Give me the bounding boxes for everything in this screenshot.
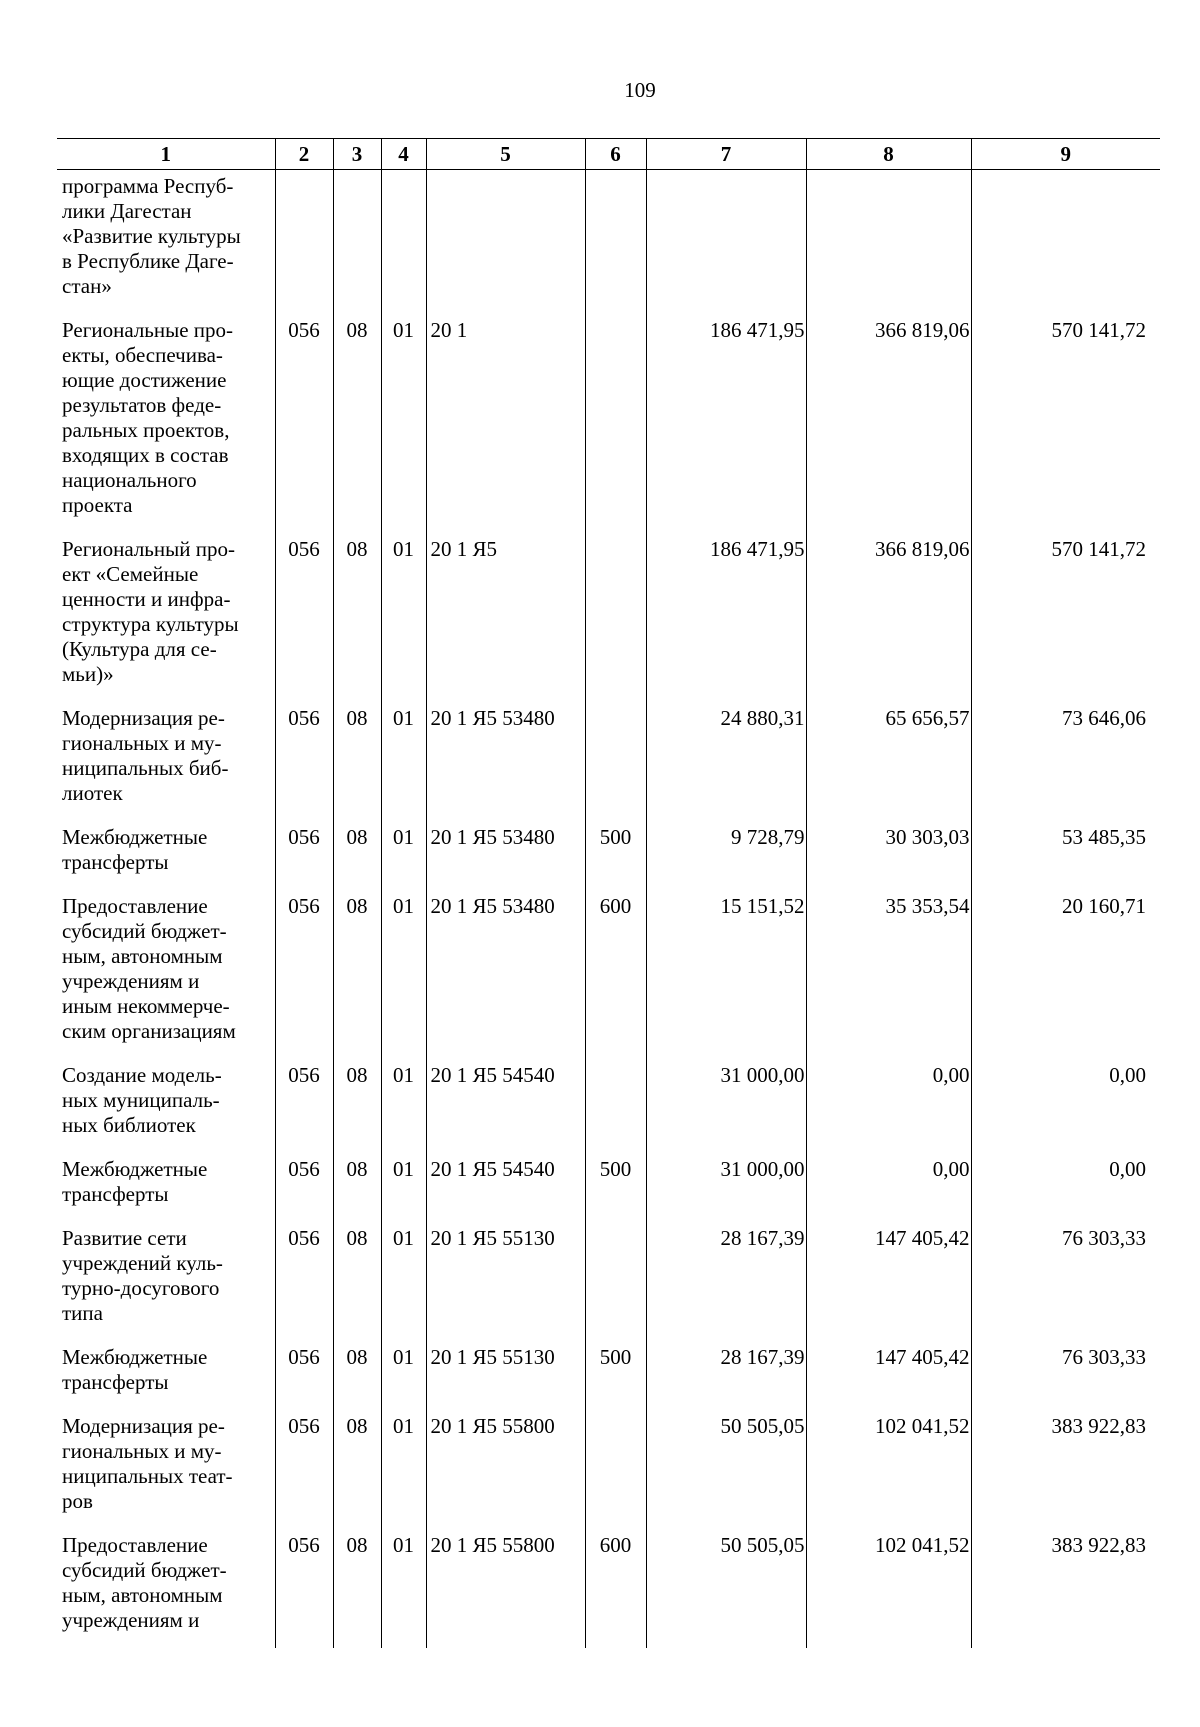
- subsection-code: 01: [381, 1341, 426, 1410]
- description-line: проекта: [62, 493, 133, 517]
- column-header-9: 9: [971, 139, 1160, 170]
- description-line: трансферты: [62, 1370, 169, 1394]
- amount-col-8: 65 656,57: [806, 702, 971, 821]
- amount-col-8: 147 405,42: [806, 1222, 971, 1341]
- description-line: иным некоммерче-: [62, 994, 230, 1018]
- row-description: [57, 821, 275, 890]
- section-code: 08: [333, 314, 381, 533]
- amount-col-9: [971, 170, 1160, 315]
- expense-type-code: [585, 1222, 646, 1341]
- row-description: [57, 1153, 275, 1222]
- table-row: [57, 314, 1160, 533]
- amount-col-9: 0,00: [971, 1059, 1160, 1153]
- amount-col-7: 50 505,05: [646, 1529, 806, 1648]
- ministry-code: 056: [275, 533, 333, 702]
- description-line: Межбюджетные: [62, 1345, 208, 1369]
- expense-type-code: [585, 1059, 646, 1153]
- column-header-2: 2: [275, 139, 333, 170]
- description-line: ных муниципаль-: [62, 1088, 220, 1112]
- description-line: Создание модель-: [62, 1063, 222, 1087]
- description-line: ским организациям: [62, 1019, 236, 1043]
- description-line: субсидий бюджет-: [62, 919, 227, 943]
- description-line: структура культуры: [62, 612, 239, 636]
- amount-col-7: 24 880,31: [646, 702, 806, 821]
- row-description: [57, 1410, 275, 1529]
- amount-col-7: 31 000,00: [646, 1059, 806, 1153]
- amount-col-7: 9 728,79: [646, 821, 806, 890]
- section-code: 08: [333, 890, 381, 1059]
- subsection-code: 01: [381, 533, 426, 702]
- header-row: [57, 139, 1160, 170]
- description-line: национального: [62, 468, 197, 492]
- ministry-code: 056: [275, 314, 333, 533]
- amount-col-9: 53 485,35: [971, 821, 1160, 890]
- target-article-code: 20 1 Я5 55800: [426, 1529, 585, 1648]
- column-header-1: 1: [57, 139, 275, 170]
- ministry-code: 056: [275, 1059, 333, 1153]
- table-row: [57, 890, 1160, 1059]
- target-article-code: 20 1 Я5: [426, 533, 585, 702]
- expense-type-code: 500: [585, 1341, 646, 1410]
- section-code: 08: [333, 533, 381, 702]
- table-row: [57, 1222, 1160, 1341]
- table-row: [57, 821, 1160, 890]
- ministry-code: 056: [275, 821, 333, 890]
- section-code: 08: [333, 1410, 381, 1529]
- row-description: [57, 1222, 275, 1341]
- target-article-code: 20 1 Я5 53480: [426, 890, 585, 1059]
- amount-col-7: 50 505,05: [646, 1410, 806, 1529]
- target-article-code: [426, 170, 585, 315]
- description-line: ных библиотек: [62, 1113, 196, 1137]
- subsection-code: 01: [381, 702, 426, 821]
- amount-col-9: 76 303,33: [971, 1341, 1160, 1410]
- expense-type-code: [585, 170, 646, 315]
- section-code: 08: [333, 1153, 381, 1222]
- amount-col-8: 366 819,06: [806, 533, 971, 702]
- description-line: турно-досугового: [62, 1276, 220, 1300]
- column-header-6: 6: [585, 139, 646, 170]
- description-line: Региональный про-: [62, 537, 235, 561]
- description-line: Развитие сети: [62, 1226, 187, 1250]
- subsection-code: 01: [381, 1410, 426, 1529]
- ministry-code: 056: [275, 702, 333, 821]
- amount-col-9: 383 922,83: [971, 1529, 1160, 1648]
- row-description: [57, 1341, 275, 1410]
- target-article-code: 20 1 Я5 53480: [426, 821, 585, 890]
- amount-col-7: 186 471,95: [646, 314, 806, 533]
- description-line: ниципальных теат-: [62, 1464, 233, 1488]
- target-article-code: 20 1 Я5 55800: [426, 1410, 585, 1529]
- amount-col-7: 15 151,52: [646, 890, 806, 1059]
- target-article-code: 20 1 Я5 54540: [426, 1059, 585, 1153]
- description-line: Межбюджетные: [62, 825, 208, 849]
- ministry-code: 056: [275, 1529, 333, 1648]
- amount-col-8: [806, 170, 971, 315]
- ministry-code: 056: [275, 1341, 333, 1410]
- amount-col-9: 76 303,33: [971, 1222, 1160, 1341]
- description-line: ценности и инфра-: [62, 587, 231, 611]
- subsection-code: 01: [381, 890, 426, 1059]
- row-description: [57, 702, 275, 821]
- description-line: Предоставление: [62, 1533, 208, 1557]
- expense-type-code: 500: [585, 821, 646, 890]
- description-line: Межбюджетные: [62, 1157, 208, 1181]
- row-description: [57, 533, 275, 702]
- amount-col-7: 186 471,95: [646, 533, 806, 702]
- description-line: «Развитие культуры: [62, 224, 241, 248]
- row-description: [57, 1529, 275, 1648]
- description-line: гиональных и му-: [62, 1439, 222, 1463]
- description-line: учреждений куль-: [62, 1251, 223, 1275]
- section-code: 08: [333, 1059, 381, 1153]
- section-code: 08: [333, 1341, 381, 1410]
- target-article-code: 20 1 Я5 53480: [426, 702, 585, 821]
- description-line: стан»: [62, 274, 112, 298]
- amount-col-8: 35 353,54: [806, 890, 971, 1059]
- amount-col-8: 102 041,52: [806, 1529, 971, 1648]
- description-line: учреждениям и: [62, 1608, 200, 1632]
- description-line: трансферты: [62, 1182, 169, 1206]
- expense-type-code: [585, 533, 646, 702]
- column-header-4: 4: [381, 139, 426, 170]
- amount-col-8: 0,00: [806, 1153, 971, 1222]
- description-line: Модернизация ре-: [62, 706, 225, 730]
- section-code: 08: [333, 821, 381, 890]
- description-line: ект «Семейные: [62, 562, 199, 586]
- target-article-code: 20 1 Я5 55130: [426, 1341, 585, 1410]
- description-line: субсидий бюджет-: [62, 1558, 227, 1582]
- amount-col-7: 28 167,39: [646, 1222, 806, 1341]
- description-line: екты, обеспечива-: [62, 343, 223, 367]
- expense-type-code: 500: [585, 1153, 646, 1222]
- description-line: учреждениям и: [62, 969, 200, 993]
- description-line: типа: [62, 1301, 103, 1325]
- table-row: [57, 1153, 1160, 1222]
- target-article-code: 20 1 Я5 54540: [426, 1153, 585, 1222]
- amount-col-8: 0,00: [806, 1059, 971, 1153]
- column-header-8: 8: [806, 139, 971, 170]
- expense-type-code: [585, 702, 646, 821]
- subsection-code: 01: [381, 1222, 426, 1341]
- amount-col-7: [646, 170, 806, 315]
- amount-col-9: 73 646,06: [971, 702, 1160, 821]
- table-row: [57, 702, 1160, 821]
- description-line: ров: [62, 1489, 93, 1513]
- amount-col-7: 31 000,00: [646, 1153, 806, 1222]
- row-description: [57, 170, 275, 315]
- amount-col-8: 102 041,52: [806, 1410, 971, 1529]
- description-line: входящих в состав: [62, 443, 229, 467]
- subsection-code: 01: [381, 1059, 426, 1153]
- section-code: 08: [333, 702, 381, 821]
- amount-col-9: 570 141,72: [971, 533, 1160, 702]
- column-header-5: 5: [426, 139, 585, 170]
- amount-col-9: 20 160,71: [971, 890, 1160, 1059]
- expense-type-code: [585, 1410, 646, 1529]
- amount-col-8: 30 303,03: [806, 821, 971, 890]
- ministry-code: 056: [275, 1222, 333, 1341]
- expense-type-code: [585, 314, 646, 533]
- description-line: лиотек: [62, 781, 123, 805]
- description-line: (Культура для се-: [62, 637, 217, 661]
- ministry-code: [275, 170, 333, 315]
- description-line: ным, автономным: [62, 1583, 223, 1607]
- table-row: [57, 1341, 1160, 1410]
- row-description: [57, 890, 275, 1059]
- description-line: Региональные про-: [62, 318, 234, 342]
- subsection-code: [381, 170, 426, 315]
- target-article-code: 20 1: [426, 314, 585, 533]
- section-code: [333, 170, 381, 315]
- subsection-code: 01: [381, 314, 426, 533]
- budget-table: [57, 138, 1160, 1648]
- table-row: [57, 1529, 1160, 1648]
- table-row: [57, 1410, 1160, 1529]
- table-body: [57, 170, 1160, 1649]
- section-code: 08: [333, 1529, 381, 1648]
- description-line: Модернизация ре-: [62, 1414, 225, 1438]
- description-line: лики Дагестан: [62, 199, 192, 223]
- row-description: [57, 314, 275, 533]
- table-row: [57, 170, 1160, 315]
- description-line: гиональных и му-: [62, 731, 222, 755]
- description-line: ющие достижение: [62, 368, 227, 392]
- table-row: [57, 533, 1160, 702]
- description-line: мьи)»: [62, 662, 114, 686]
- description-line: в Республике Даге-: [62, 249, 234, 273]
- description-line: трансферты: [62, 850, 169, 874]
- subsection-code: 01: [381, 1153, 426, 1222]
- table-row: [57, 1059, 1160, 1153]
- description-line: Предоставление: [62, 894, 208, 918]
- description-line: ниципальных биб-: [62, 756, 229, 780]
- ministry-code: 056: [275, 1153, 333, 1222]
- column-header-3: 3: [333, 139, 381, 170]
- description-line: ральных проектов,: [62, 418, 230, 442]
- expense-type-code: 600: [585, 890, 646, 1059]
- amount-col-7: 28 167,39: [646, 1341, 806, 1410]
- description-line: ным, автономным: [62, 944, 223, 968]
- amount-col-9: 570 141,72: [971, 314, 1160, 533]
- ministry-code: 056: [275, 1410, 333, 1529]
- section-code: 08: [333, 1222, 381, 1341]
- amount-col-8: 147 405,42: [806, 1341, 971, 1410]
- subsection-code: 01: [381, 1529, 426, 1648]
- row-description: [57, 1059, 275, 1153]
- target-article-code: 20 1 Я5 55130: [426, 1222, 585, 1341]
- ministry-code: 056: [275, 890, 333, 1059]
- amount-col-9: 383 922,83: [971, 1410, 1160, 1529]
- description-line: программа Респуб-: [62, 174, 234, 198]
- amount-col-9: 0,00: [971, 1153, 1160, 1222]
- expense-type-code: 600: [585, 1529, 646, 1648]
- subsection-code: 01: [381, 821, 426, 890]
- amount-col-8: 366 819,06: [806, 314, 971, 533]
- page-number: 109: [624, 78, 656, 102]
- description-line: результатов феде-: [62, 393, 222, 417]
- column-header-7: 7: [646, 139, 806, 170]
